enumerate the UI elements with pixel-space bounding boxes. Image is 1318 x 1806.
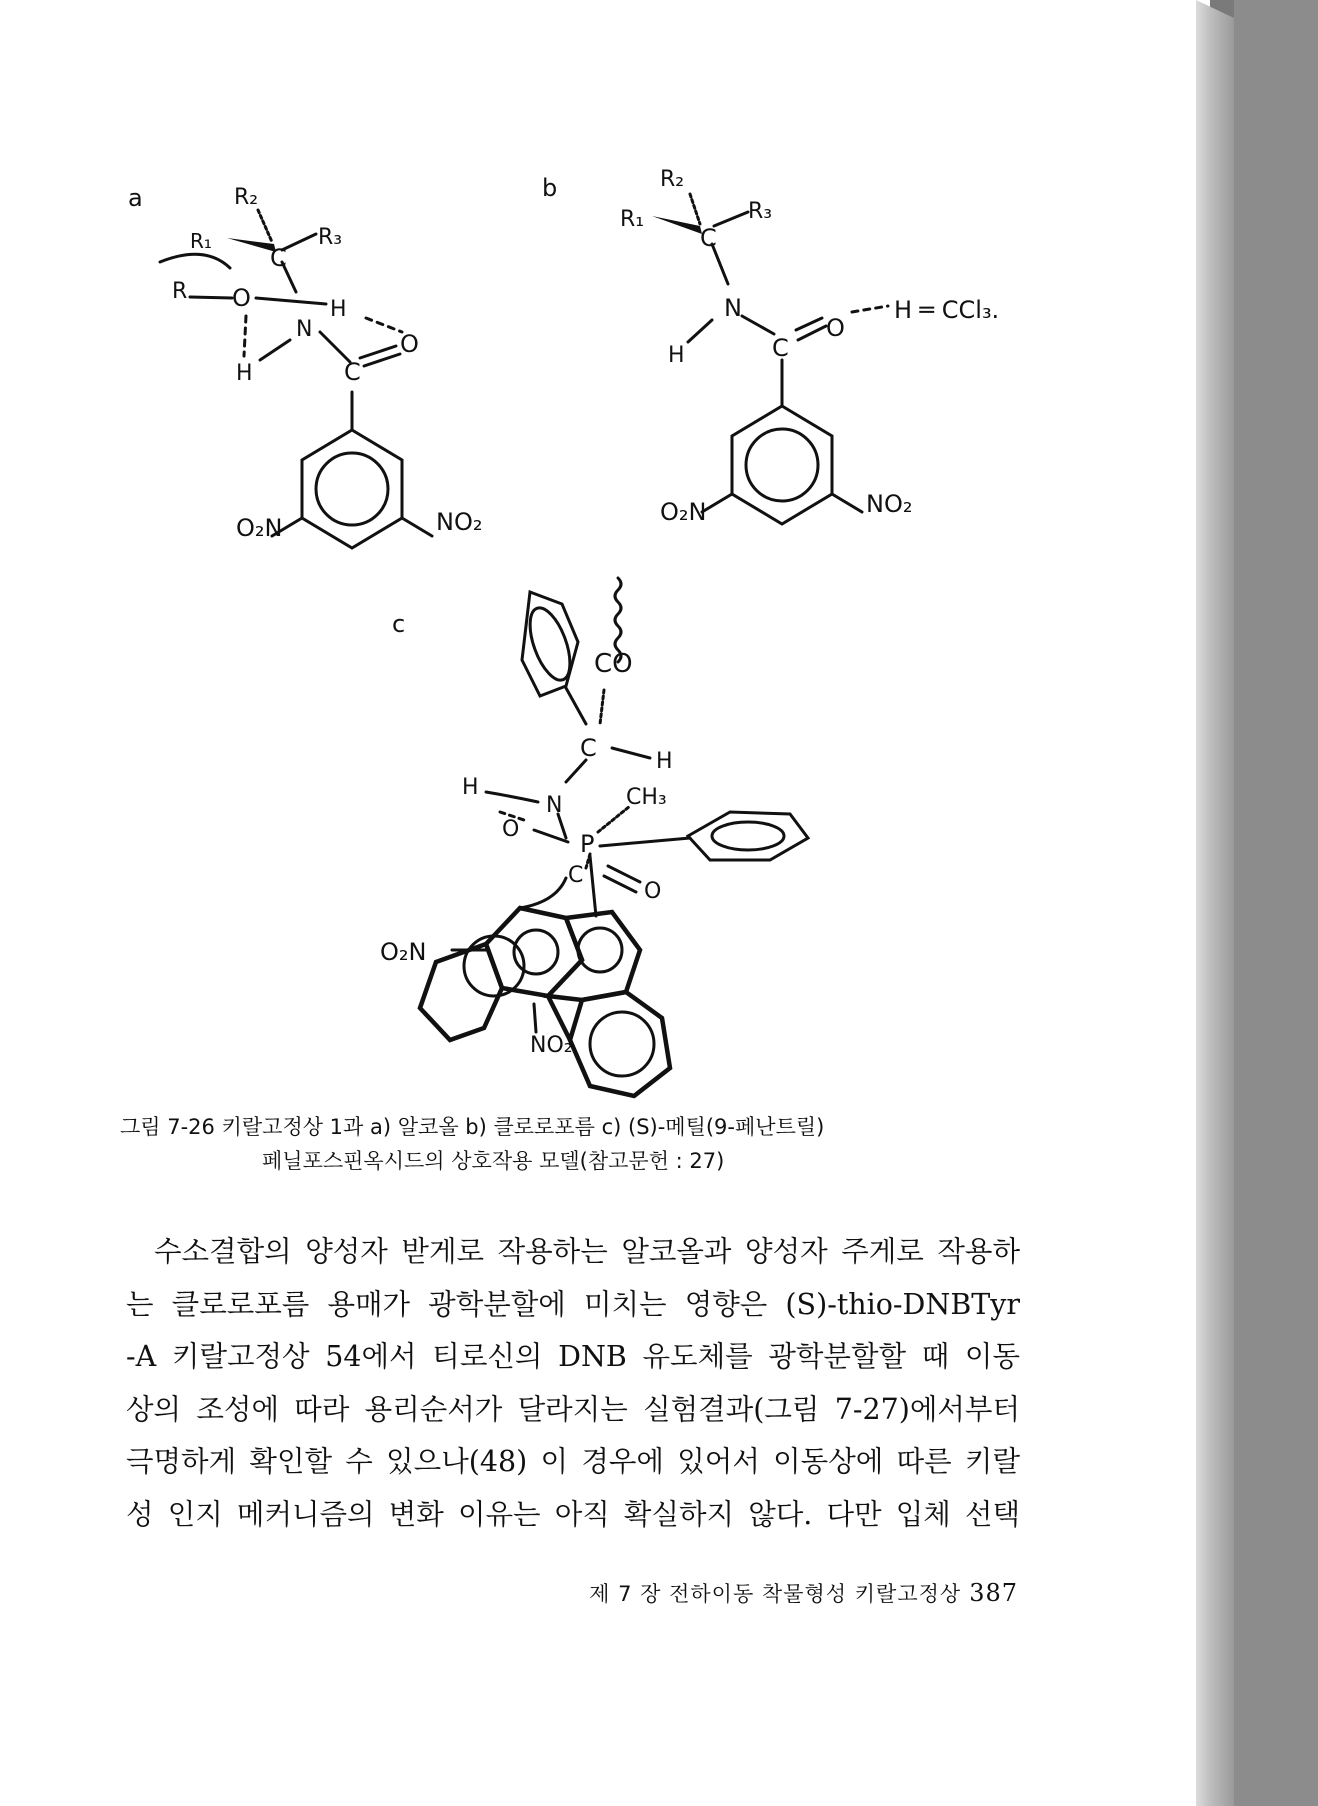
page-number: 387 <box>969 1579 1018 1607</box>
atom-label: R₃ <box>318 225 343 250</box>
figure-caption <box>120 1110 1020 1178</box>
background-shadow <box>1234 0 1318 1806</box>
atom-label: H ═ CCl₃. <box>894 296 1000 324</box>
running-header-chapter: 제 7 장 전하이동 착물형성 키랄고정상 <box>589 1582 962 1606</box>
atom-label: C <box>700 224 717 252</box>
atom-label: N <box>546 793 563 818</box>
atom-label: H <box>462 775 479 800</box>
atom-label: C <box>772 334 789 362</box>
atom-label: P <box>580 830 595 858</box>
atom-label: C <box>568 863 584 888</box>
caption-line: 그림 7-26 키랄고정상 1과 a) 알코올 b) 클로로포름 c) (S)-메틸(9-페난트릴) <box>120 1115 825 1139</box>
atom-label: R₁ <box>190 229 212 253</box>
text-line: 수소결합의 양성자 받게로 작용하는 알코올과 양성자 주게로 작용하 <box>154 1235 1020 1268</box>
atom-label: R₂ <box>234 185 259 210</box>
atom-label: O <box>232 284 251 312</box>
atom-label: R <box>172 279 188 304</box>
atom-label: O₂N <box>660 498 707 526</box>
atom-label: CO <box>594 649 633 679</box>
panel-a-label: a <box>128 184 143 212</box>
text-line: -A 키랄고정상 54에서 티로신의 DNB 유도체를 광학분할할 때 이동 <box>126 1340 1020 1373</box>
atom-label: C <box>270 244 287 272</box>
atom-label: O <box>826 314 845 342</box>
atom-label: CH₃ <box>626 785 667 810</box>
text-line: 는 클로로포름 용매가 광학분할에 미치는 영향은 (S)-thio-DNBTyr <box>126 1287 1020 1321</box>
panel-b-label: b <box>542 174 558 202</box>
atom-label: NO₂ <box>436 508 483 536</box>
text-line: 성 인지 메커니즘의 변화 이유는 아직 확실하지 않다. 다만 입체 선택 <box>126 1497 1020 1531</box>
caption-line: 페닐포스핀옥시드의 상호작용 모델(참고문헌 : 27) <box>262 1149 725 1173</box>
atom-label: H <box>236 361 253 386</box>
atom-label: O <box>644 879 662 904</box>
atom-label: R₂ <box>660 167 685 192</box>
body-paragraph <box>126 1226 1020 1541</box>
atom-label: R₁ <box>620 207 645 232</box>
page-footer <box>478 1578 1018 1608</box>
atom-label: O <box>502 817 520 842</box>
atom-label: NO₂ <box>866 490 913 518</box>
text-line: 상의 조성에 따라 용리순서가 달라지는 실험결과(그림 7-27)에서부터 <box>126 1392 1020 1426</box>
page-edge <box>1196 0 1234 1806</box>
atom-label: NO₂ <box>530 1033 573 1058</box>
atom-label: C <box>580 734 597 762</box>
panel-c-label: c <box>392 610 406 638</box>
atom-label: H <box>656 749 673 774</box>
atom-label: N <box>724 294 742 322</box>
atom-label: R₃ <box>748 199 773 224</box>
atom-label: O₂N <box>380 938 427 966</box>
atom-label: O₂N <box>236 514 283 542</box>
text-line: 극명하게 확인할 수 있으나(48) 이 경우에 있어서 이동상에 따른 키랄 <box>126 1445 1020 1478</box>
atom-label: H <box>668 343 685 368</box>
atom-label: N <box>296 317 313 342</box>
atom-label: H <box>330 297 347 322</box>
atom-label: O <box>400 330 419 358</box>
atom-label: C <box>344 358 361 386</box>
